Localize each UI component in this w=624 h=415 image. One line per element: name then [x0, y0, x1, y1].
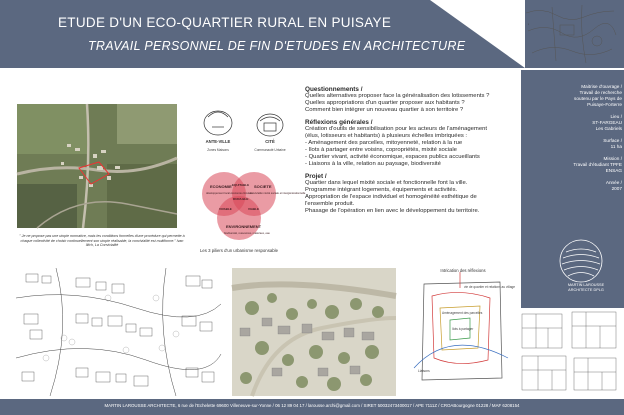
page-subtitle: TRAVAIL PERSONNEL DE FIN D'ETUDES EN ARCHITECTURE — [88, 39, 466, 53]
architect-logo-icon — [558, 238, 604, 284]
venn-label-societe: SOCIETE — [254, 184, 272, 189]
project-description — [305, 86, 517, 215]
reflexions-heading: Réflexions générales / — [305, 119, 373, 126]
site-plan-render — [232, 268, 396, 396]
reflexions-line: Création d'outils de sensibilisation pour les acteurs de l'aménagement — [305, 126, 488, 132]
sketch-label: Ilots à partager — [452, 327, 474, 331]
venn-sub-environnement: biodiversité, ressources, matériaux, eau — [224, 232, 270, 235]
aerial-photo — [17, 104, 177, 228]
venn-label-vivable: VIVABLE — [219, 207, 232, 211]
questions-line: Quelles appropriations d'un quartier proposer aux habitants ? — [305, 100, 465, 106]
header-band-cut — [430, 0, 525, 68]
reflexions-line: - Ilots à partager entre voisins, copropriétés, mixité sociale — [305, 147, 457, 153]
reflexions-line: (élus, lotisseurs et habitants) à plusieurs échelles imbriquées : — [305, 133, 468, 139]
sketch-label: vie de quartier et relations au village — [464, 285, 516, 289]
venn-label-durable: DURA BLE — [233, 197, 249, 201]
sidebar-block-client: Maitrise d'ouvrage / Travail de recherche soutenu par le Pays de Puisaye-Forterre — [574, 84, 622, 107]
logo-left-sub: Zones Maisons — [207, 148, 229, 152]
logo-right-label: CITÉ — [265, 139, 275, 144]
sketch-caption: Intrication des réflexions — [440, 268, 486, 273]
logo-right-sub: Communauté Urbaine — [254, 148, 286, 152]
projet-line: Programme intégrant logements, équipements et activités. — [305, 187, 458, 193]
sidebar-info — [528, 84, 622, 198]
questions-line: Quelles alternatives proposer face la généralisation des lotissements ? — [305, 93, 490, 99]
logo-left-label: ANTE-VILLE — [205, 139, 231, 144]
reflexions-line: - Aménagement des parcelles, mitoyenneté, relation à la rue — [305, 140, 463, 146]
reflexions-line: - Liaisons à la ville, relation au paysage, biodiversité — [305, 161, 441, 167]
projet-line: l'ensemble produit. — [305, 201, 355, 207]
projet-line: Quartier dans lequel mixité sociale et fonctionnelle font la ville. — [305, 180, 468, 186]
masterplan-drawing — [16, 268, 221, 396]
sketch-label: Liaisons — [418, 369, 430, 373]
venn-sub-economie: développement local économie circulaire — [206, 192, 253, 195]
projet-heading: Projet / — [305, 173, 327, 180]
sidebar-block-place: Lieu / ST-FARGEAU Les Gabriels — [592, 114, 622, 131]
concept-logos — [190, 105, 300, 163]
page-title: ETUDE D'UN ECO-QUARTIER RURAL EN PUISAYE — [58, 15, 392, 30]
projet-line: Phasage de l'opération en lien avec le développement du territoire. — [305, 208, 480, 214]
reflection-sketch — [410, 268, 516, 396]
reflexions-line: - Quartier vivant, activité économique, espaces publics accueillants — [305, 154, 480, 160]
projet-line: Appropriation de l'espace individuel et homogénéité esthétique de — [305, 194, 477, 200]
location-sketch-map — [522, 3, 618, 65]
venn-label-equitable: EQUITABLE — [232, 183, 250, 187]
sketch-label: Aménagement des parcelles — [442, 311, 483, 315]
sidebar-block-surface: Surface / 11 ha — [603, 138, 622, 149]
venn-caption: Les 3 piliers d'un urbanisme responsable — [200, 248, 278, 253]
footer-contact: MARTIN LAROUSSE ARCHITECTE, 6 rue de l'Echelette 69600 Villeneuve-sur-Yonne / 06 12 89 04 17 / larousse.archi@gmail.com / SIRET 50032473400017 / APE 7111Z / CROABourgogne 01228 / MAF 6208154 — [104, 403, 520, 408]
venn-label-environnement: ENVIRONNEMENT — [226, 224, 262, 229]
questions-heading: Questionnements / — [305, 86, 363, 93]
venn-diagram — [188, 166, 306, 246]
map-label: ▪ — [528, 22, 530, 26]
housing-plans — [518, 308, 620, 396]
architect-logo-text: MARTIN LAROUSSE ARCHITECTE DPLG — [567, 283, 605, 292]
venn-label-viable: VIABLE — [248, 207, 260, 211]
questions-line: Comment bien intégrer un nouveau quartier à son territoire ? — [305, 107, 464, 113]
venn-label-economie: ECONOMIE — [210, 184, 232, 189]
sidebar-block-year: Année / 2007 — [605, 180, 622, 191]
aerial-quote: " Je ne propose pas une utopie normative, mais les conditions formelles d'une procédure qui permette à chaque collectivité de choisir continuellement son utopie réalisable, la convivialité est multiforme." Ivan Illich, La Convivialité — [19, 234, 185, 248]
venn-sub-societe: convivialité mixité sociale et intergénérationnelle — [250, 192, 306, 195]
sidebar-block-mission: Mission / Travail d'étudiant TPFE ENSAG — [573, 156, 622, 173]
